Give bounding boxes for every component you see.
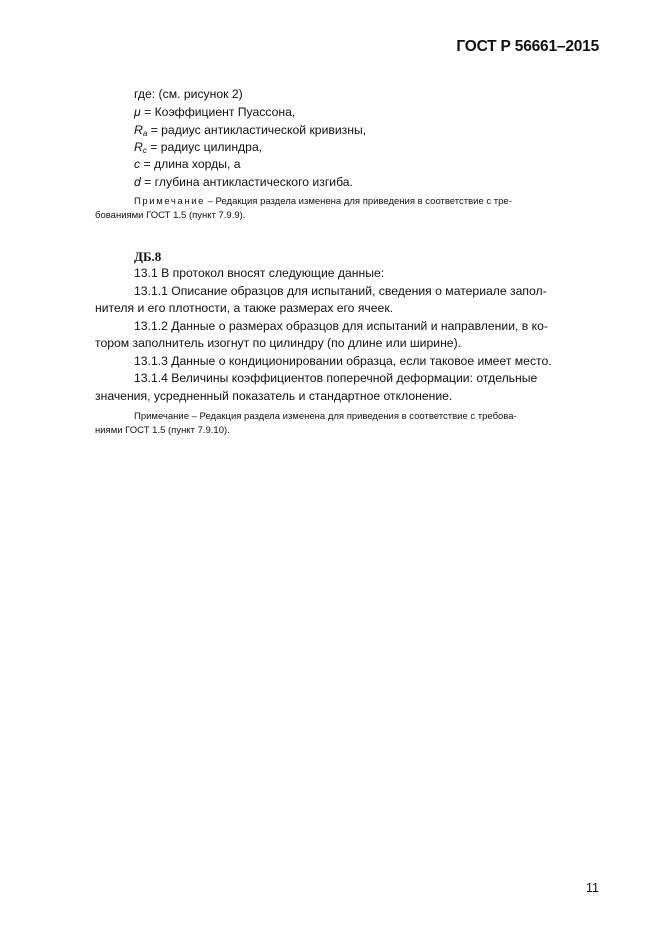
body-line-7: 13.1.4 Величины коэффициентов поперечной деформации: отдельные (134, 371, 538, 385)
symbol: R (134, 123, 143, 137)
definition-text: = радиус цилиндра, (146, 140, 263, 154)
symbol: μ (134, 105, 141, 119)
definition-mu (134, 104, 295, 120)
definition-text: = Коэффициент Пуассона, (140, 105, 296, 119)
definition-d (134, 174, 353, 190)
definition-c (134, 156, 241, 172)
body-line-4: 13.1.2 Данные о размерах образцов для испытаний и направлении, в ко- (134, 319, 548, 333)
subscript: a (142, 129, 148, 138)
body-line-1: 13.1 В протокол вносят следующие данные: (134, 266, 385, 280)
body-line-3: нителя и его плотности, а также размерах его ячеек. (95, 301, 394, 315)
note-2-line-1: Примечание – Редакция раздела изменена для приведения в соответствие с требова- (134, 411, 517, 422)
document-header: ГОСТ Р 56661–2015 (456, 38, 599, 55)
note-2-line-2: ниями ГОСТ 1.5 (пункт 7.9.10). (95, 425, 230, 436)
note-1-line-2: бованиями ГОСТ 1.5 (пункт 7.9.9). (95, 210, 246, 221)
note-1-line-1 (134, 196, 512, 208)
symbol: R (134, 140, 143, 154)
body-line-6: 13.1.3 Данные о кондиционировании образца, если таковое имеет место. (134, 354, 552, 368)
subscript: c (142, 146, 147, 155)
definition-text: = радиус антикластической кривизны, (147, 123, 367, 137)
definition-text: = длина хорды, а (140, 157, 241, 171)
note-text: – Редакция раздела изменена для приведения в соответствие с тре- (205, 196, 512, 207)
body-line-2: 13.1.1 Описание образцов для испытаний, сведения о материале запол- (134, 284, 547, 298)
note-label: Примечание (134, 196, 205, 207)
section-heading: ДБ.8 (134, 249, 162, 264)
where-line: где: (см. рисунок 2) (134, 87, 243, 101)
symbol: c (134, 157, 141, 171)
body-line-8: значения, усредненный показатель и стандартное отклонение. (95, 389, 453, 403)
symbol: d (134, 175, 141, 189)
page-number: 11 (586, 881, 599, 895)
body-line-5: тором заполнитель изогнут по цилиндру (по длине или ширине). (95, 336, 462, 350)
definition-text: = глубина антикластического изгиба. (140, 175, 353, 189)
